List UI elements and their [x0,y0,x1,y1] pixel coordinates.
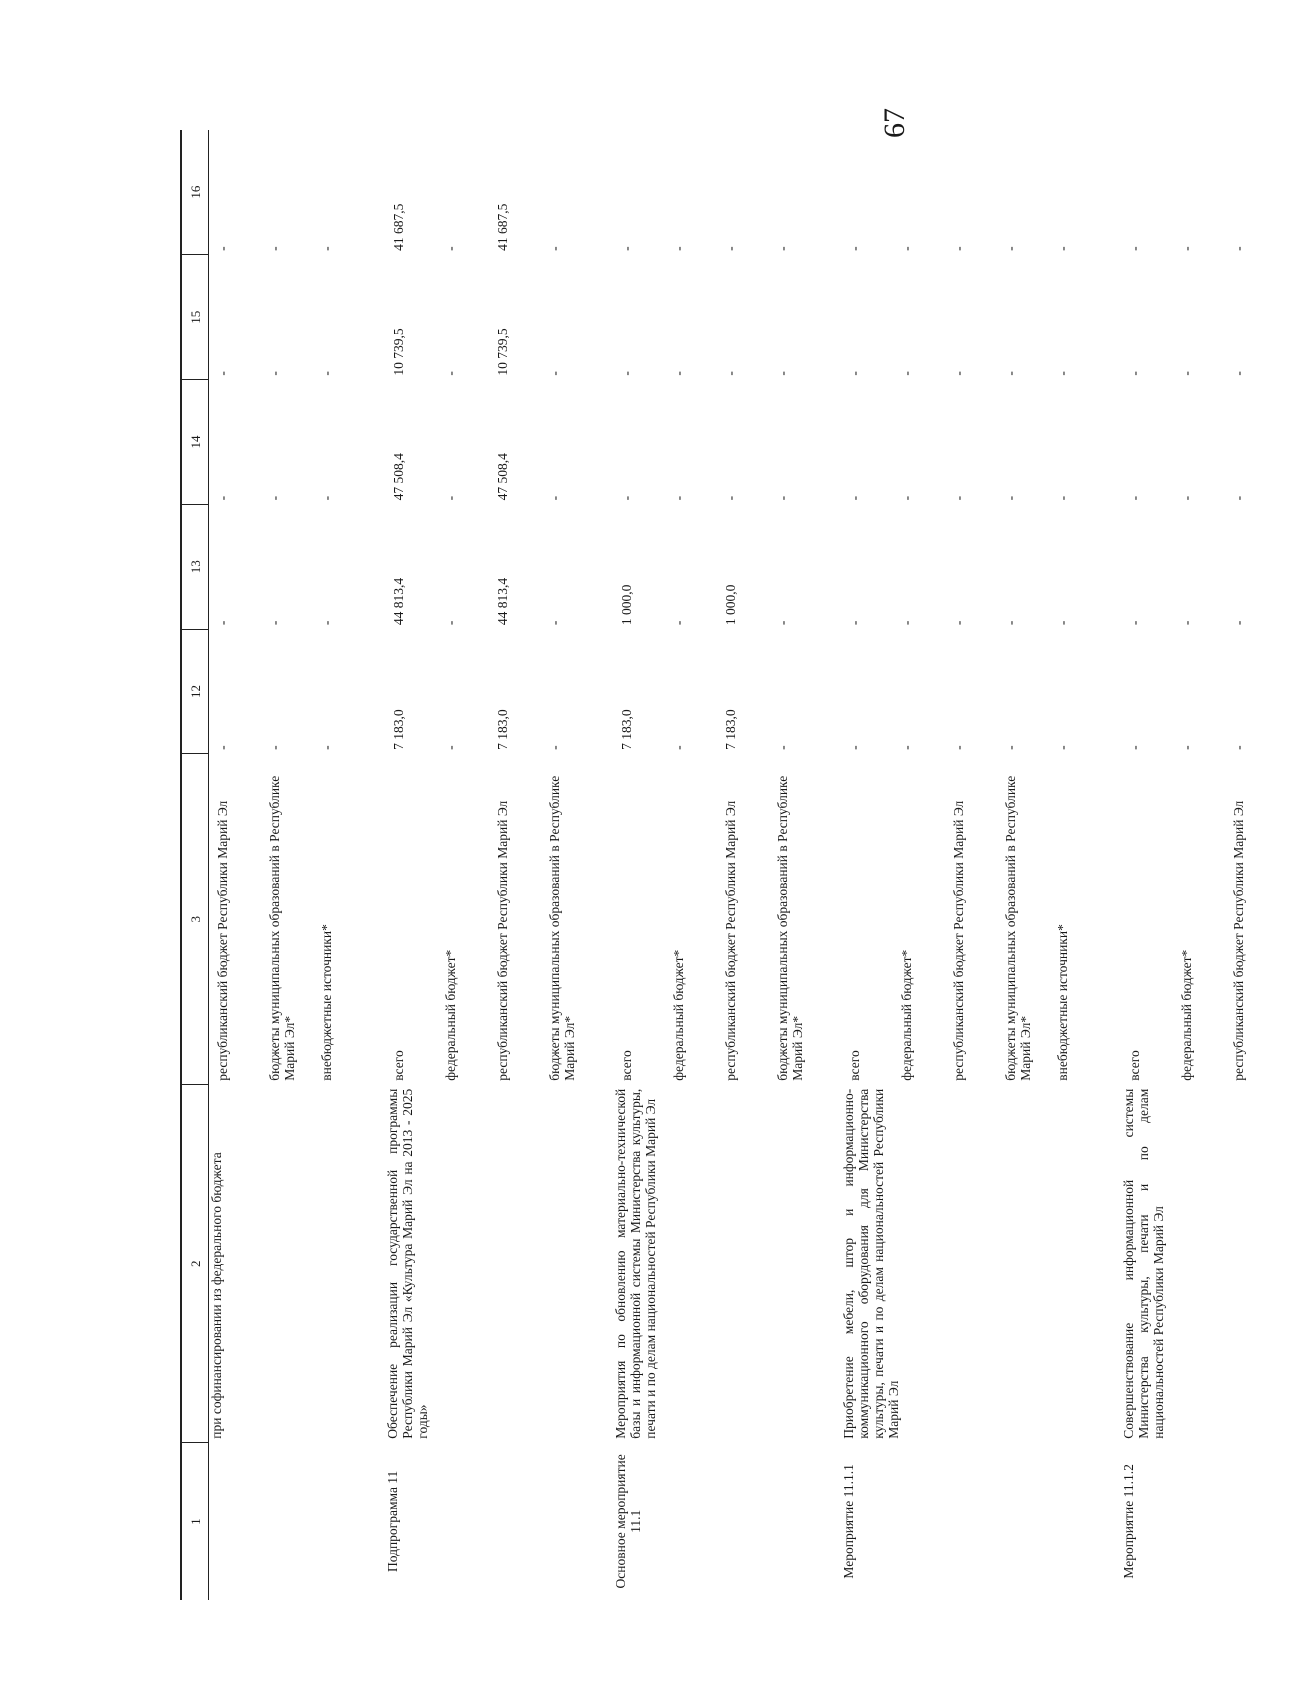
value: - [723,371,738,376]
funding-source: внебюджетные источники* [319,924,334,1081]
value: 10 739,5 [495,328,510,376]
value-cell [209,130,366,255]
value: - [1003,495,1018,501]
funding-source: бюджеты муниципальных образований в Республике Марий Эл* [1003,775,1033,1081]
value: - [1003,246,1018,251]
value: - [1179,620,1194,626]
value: - [847,495,862,501]
value: - [1231,246,1246,251]
header-cell: 12 [181,629,209,754]
value: - [951,620,966,626]
table-row [385,130,593,1600]
value-cell [385,255,593,380]
source-cell [613,754,821,1085]
spacer-cell [1277,130,1297,1600]
value-cell [841,629,1101,754]
value: - [1127,371,1142,376]
value: - [1179,745,1194,750]
source-cell [1121,754,1277,1085]
value: - [547,371,562,376]
funding-source: федеральный бюджет* [443,949,458,1081]
page-number: 67 [878,108,911,138]
value: - [775,745,790,750]
value: - [547,745,562,750]
value: - [1179,246,1194,251]
value-cell [385,130,593,255]
value-cell [1121,380,1277,505]
header-cell: 2 [181,1085,209,1443]
value-cell [841,380,1101,505]
value: - [443,620,458,626]
value: - [1231,620,1246,626]
group-spacer [1101,130,1121,1600]
funding-source: республиканский бюджет Республики Марий Эл [495,800,510,1081]
funding-source: всего [391,1050,406,1081]
value: - [215,495,230,501]
funding-source: внебюджетные источники* [1055,924,1070,1081]
value: 10 739,5 [391,328,406,376]
row-code-cell: Мероприятие 11.1.1 [841,1464,856,1579]
value: 44 813,4 [495,577,510,626]
value: - [723,246,738,251]
table-row [841,130,1101,1600]
value: - [619,495,634,501]
value: - [1003,620,1018,626]
header-cell: 1 [181,1443,209,1600]
value: - [723,495,738,501]
row-title-cell: Обеспечение реализации государственной программы Республики Марий Эл «Культура Марий Эл на 2013 - 2025 годы» [385,1088,430,1439]
value: - [1231,371,1246,376]
value: - [847,246,862,251]
row-title-cell: Мероприятия по обновлению материально-технической базы и информационной системы Министерства культуры, печати и по делам национальностей Республики Марий Эл [613,1088,658,1439]
value-cell [385,629,593,754]
value: - [671,620,686,626]
table-row [209,130,366,1600]
table-row [1121,130,1277,1600]
funding-source: республиканский бюджет Республики Марий Эл [723,800,738,1081]
value: - [951,495,966,501]
value-cell [1121,504,1277,629]
group-spacer [821,130,841,1600]
source-cell [841,754,1101,1085]
value: - [1231,745,1246,750]
value: - [443,745,458,750]
row-code-cell: Подпрограмма 11 [385,1470,400,1573]
spacer-cell [365,130,385,1600]
funding-source: всего [619,1050,634,1081]
value: - [547,495,562,501]
value-cell [385,504,593,629]
funding-source: федеральный бюджет* [671,949,686,1081]
funding-source: республиканский бюджет Республики Марий Эл [215,800,230,1081]
value-cell [1121,629,1277,754]
value: - [899,371,914,376]
source-cell [209,754,366,1085]
source-cell [385,754,593,1085]
value-cell [841,255,1101,380]
table-row [613,130,821,1600]
funding-source: всего [1127,1050,1142,1081]
header-cell: 13 [181,504,209,629]
budget-table [180,130,1297,1600]
value: - [215,246,230,251]
value: - [847,620,862,626]
value: - [215,745,230,750]
value: - [671,495,686,501]
value: - [899,246,914,251]
value: 7 183,0 [723,709,738,750]
value: - [1127,246,1142,251]
value: - [215,620,230,626]
value: - [547,620,562,626]
value: - [267,620,282,626]
value: - [215,371,230,376]
funding-source: бюджеты муниципальных образований в Республике Марий Эл* [775,775,805,1081]
value: - [443,371,458,376]
value-cell [385,380,593,505]
value: - [443,495,458,501]
value: - [319,371,334,376]
value: 41 687,5 [391,203,406,251]
value-cell [613,380,821,505]
value: - [443,246,458,251]
value: - [671,246,686,251]
value: 1 000,0 [723,584,738,626]
group-spacer [1277,130,1297,1600]
value: - [1127,745,1142,750]
table-body [209,130,1297,1600]
value-cell [613,629,821,754]
value-cell [613,504,821,629]
value: 44 813,4 [391,577,406,626]
value: - [1231,495,1246,501]
row-title-cell: Совершенствование информационной системы Министерства культуры, печати и по делам национальностей Республики Марий Эл [1121,1088,1166,1439]
value: 47 508,4 [495,453,510,501]
funding-source: бюджеты муниципальных образований в Республике Марий Эл* [547,775,577,1081]
value: 7 183,0 [619,709,634,750]
row-code-cell: Основное мероприятие 11.1 [613,1454,643,1589]
value: - [899,495,914,501]
value: 47 508,4 [391,453,406,501]
value: - [1127,620,1142,626]
value: - [671,745,686,750]
value: 41 687,5 [495,203,510,251]
value: - [775,246,790,251]
funding-source: бюджеты муниципальных образований в Республике Марий Эл* [267,775,297,1081]
value: 1 000,0 [619,584,634,626]
value: - [319,745,334,750]
row-code-cell: Мероприятие 11.1.2 [1121,1464,1136,1579]
value: - [847,371,862,376]
value-cell [613,130,821,255]
value-cell [209,380,366,505]
value-cell [613,255,821,380]
value: - [951,745,966,750]
funding-source: республиканский бюджет Республики Марий Эл [1231,800,1246,1081]
value: - [547,246,562,251]
funding-source: республиканский бюджет Республики Марий Эл [951,800,966,1081]
spacer-cell [1101,130,1121,1600]
funding-source: федеральный бюджет* [1179,949,1194,1081]
value-cell [1121,130,1277,255]
value-cell [209,504,366,629]
value: - [267,371,282,376]
value: - [899,620,914,626]
value: - [899,745,914,750]
header-cell: 3 [181,754,209,1085]
value: - [619,371,634,376]
value: - [319,620,334,626]
value-cell [209,629,366,754]
header-row [181,130,209,1600]
value: - [1179,371,1194,376]
value: - [1055,620,1070,626]
value: - [619,246,634,251]
value: - [319,246,334,251]
value-cell [841,504,1101,629]
value: - [775,620,790,626]
value: - [671,371,686,376]
value: - [1003,371,1018,376]
value-cell [841,130,1101,255]
group-spacer [365,130,385,1600]
value: - [775,495,790,501]
value: - [951,371,966,376]
rotated-table-container [180,130,1246,1600]
row-title-cell: Приобретение мебели, штор и информационно-коммуникационного оборудования для Министерства культуры, печати и по делам национальностей Республики Марий Эл [841,1088,901,1439]
value: - [951,246,966,251]
spacer-cell [593,130,613,1600]
value: - [1179,495,1194,501]
value: - [1127,495,1142,501]
spacer-cell [821,130,841,1600]
funding-source: федеральный бюджет* [899,949,914,1081]
value: - [847,745,862,750]
value: - [775,371,790,376]
value: - [267,745,282,750]
header-cell: 15 [181,255,209,380]
row-code-cell [209,1443,366,1600]
value: - [319,495,334,501]
header-cell: 16 [181,130,209,255]
value: - [1055,745,1070,750]
value: 7 183,0 [391,709,406,750]
value: - [267,495,282,501]
row-title-cell: при софинансировании из федерального бюджета [209,1152,224,1439]
value: - [1055,495,1070,501]
value-cell [209,255,366,380]
value: - [1003,745,1018,750]
group-spacer [593,130,613,1600]
value: - [1055,246,1070,251]
value: - [1055,371,1070,376]
header-cell: 14 [181,380,209,505]
value-cell [1121,255,1277,380]
funding-source: всего [847,1050,862,1081]
value: - [267,246,282,251]
value: 7 183,0 [495,709,510,750]
